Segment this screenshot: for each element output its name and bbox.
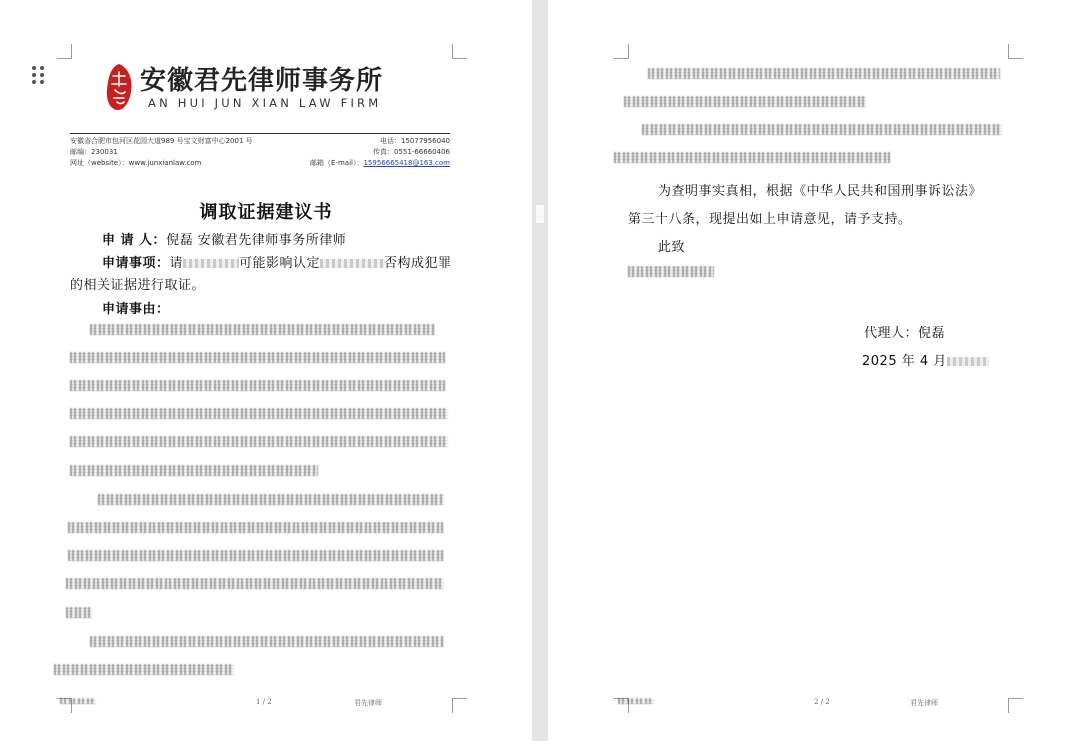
crop-mark [1008, 698, 1023, 713]
crop-mark [452, 698, 467, 713]
page-number: 1 / 2 [256, 698, 272, 706]
matter-line-2: 的相关证据进行取证。 [70, 278, 206, 293]
footer-brand: 君先律师 [354, 699, 382, 707]
reason-label: 申请事由： [102, 302, 170, 317]
footer-brand: 君先律师 [910, 699, 938, 707]
salutation: 此致 [658, 240, 686, 255]
crop-mark [1008, 44, 1023, 59]
scrollbar-thumb[interactable] [536, 205, 544, 223]
document-title: 调取证据建议书 [199, 202, 333, 223]
page-gutter-scrollbar[interactable] [532, 0, 548, 741]
redacted-text [183, 259, 239, 268]
applicant-line [102, 229, 346, 248]
redacted-recipient [628, 266, 714, 277]
crop-mark [452, 44, 467, 59]
redacted-line [66, 578, 444, 589]
matter-text: 否构成犯罪 [384, 256, 452, 271]
redacted-line [624, 96, 866, 107]
firm-logo-seal [104, 62, 134, 112]
firm-postcode: 邮编：230031 [70, 148, 118, 156]
drag-handle-icon[interactable] [32, 66, 46, 86]
closing-line-1: 为查明事实真相，根据《中华人民共和国刑事诉讼法》 [658, 184, 983, 199]
redacted-line [54, 664, 234, 675]
redacted-line [70, 352, 445, 363]
firm-website: 网址（website）：www.junxianlaw.com [70, 159, 202, 167]
redacted-line [90, 636, 444, 647]
redacted-line [90, 324, 435, 335]
redacted-line [648, 68, 1000, 79]
redacted-line [98, 494, 444, 505]
closing-line-2: 第三十八条，现提出如上申请意见，请予支持。 [628, 212, 912, 227]
email-link[interactable]: 15956665418@163.com [363, 159, 450, 167]
page-number: 2 / 2 [814, 698, 830, 706]
document-page-2 [548, 0, 1080, 741]
header-divider [70, 133, 450, 134]
firm-name-en: AN HUI JUN XIAN LAW FIRM [148, 96, 382, 110]
applicant-label: 申 请 人： [102, 233, 167, 248]
redacted-line [614, 152, 890, 163]
firm-address: 安徽省合肥市包河区花园大道989 号宝文财富中心2001 号 [70, 137, 253, 145]
matter-line [102, 252, 452, 271]
redacted-line [70, 408, 448, 419]
redacted-line [68, 550, 444, 561]
crop-mark [57, 44, 72, 59]
email-label: 邮箱（E-mail）： [310, 159, 364, 167]
redacted-footer [60, 698, 96, 704]
crop-mark [614, 44, 629, 59]
redacted-line [70, 465, 318, 476]
firm-fax: 传真：0551-66660406 [373, 148, 450, 156]
matter-label: 申请事项： [102, 256, 170, 271]
matter-text: 可能影响认定 [239, 256, 321, 271]
redacted-date [947, 357, 989, 366]
redacted-footer [618, 698, 654, 704]
firm-email [310, 158, 450, 168]
redacted-line [70, 436, 448, 447]
date-text: 2025 年 4 月 [862, 354, 947, 369]
applicant-value: 倪磊 安徽君先律师事务所律师 [166, 233, 347, 248]
redacted-line [68, 522, 444, 533]
document-page-1 [0, 0, 532, 741]
signature-date [862, 350, 989, 369]
firm-phone: 电话：15077956040 [380, 137, 450, 145]
firm-name: 安徽君先律师事务所 [140, 66, 384, 96]
redacted-text [320, 259, 384, 268]
redacted-line [66, 607, 92, 618]
redacted-line [70, 380, 445, 391]
matter-text: 请 [169, 256, 184, 271]
agent-signature: 代理人：倪磊 [864, 326, 946, 341]
redacted-line [642, 124, 1002, 135]
